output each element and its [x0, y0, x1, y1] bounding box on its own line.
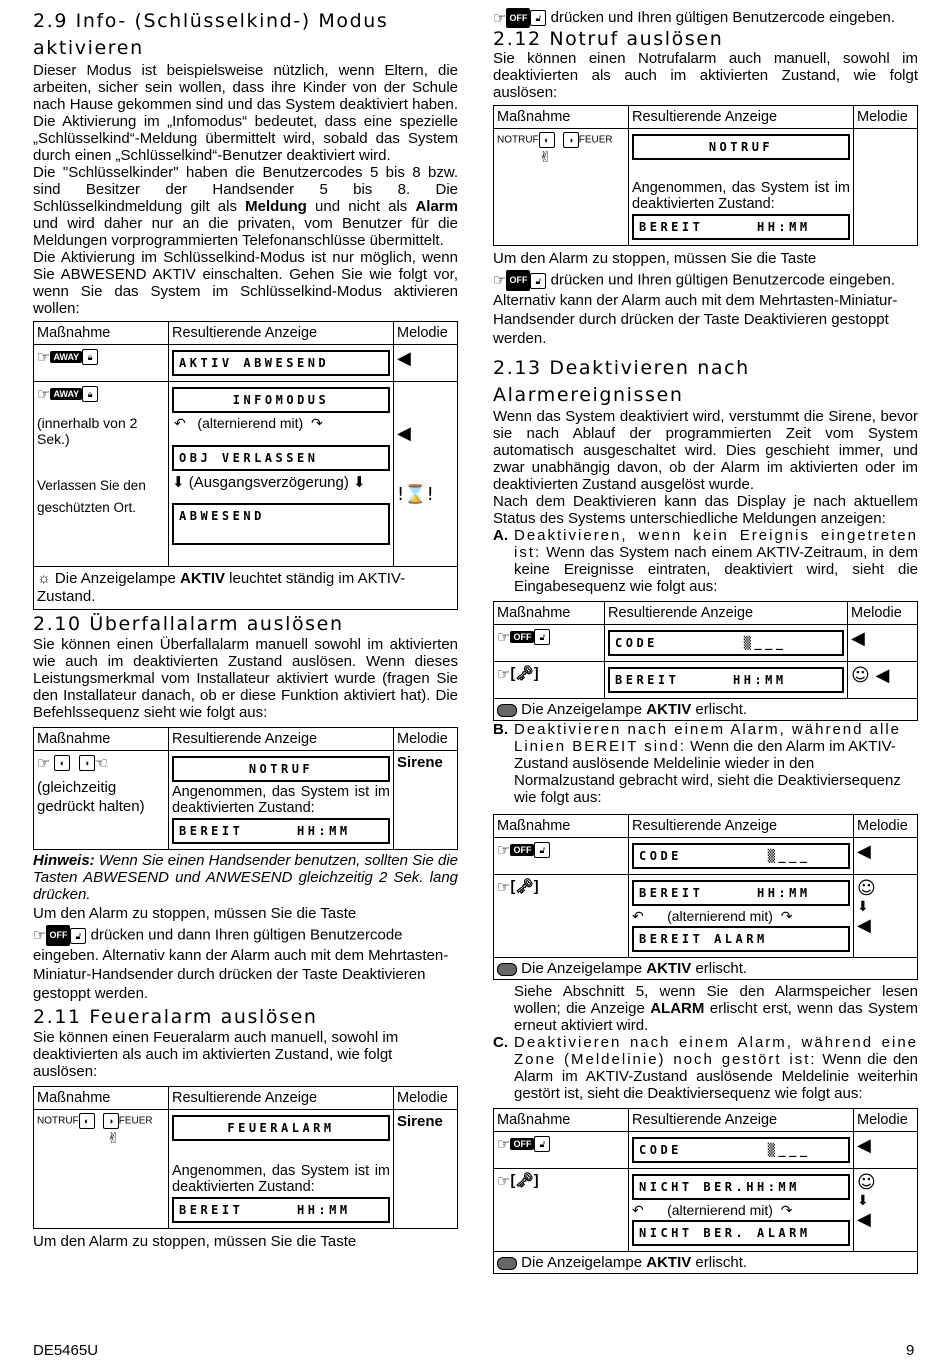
alternate-label: (alternierend mit)	[197, 415, 304, 431]
case-b-text: B. Deaktivieren nach einem Alarm, während alle Linien BEREIT sind: Wenn die den Alarm im AKTIV-Zustand auslösende Meldelinie wieder in den Normalzustand gebracht wird, sieht die Deaktiviersequenz wie folgt aus:	[493, 721, 901, 806]
header-melody: Melodie	[394, 728, 458, 751]
lock-icon: 🔓︎	[534, 1136, 550, 1152]
case-c-table: Maßnahme Resultierende Anzeige Melodie ☞ OFF 🔓︎ CODE ▒___ ◀︎ ☞[🗝] NICHT BER.HH:MM ↶ (alternierend mit) ↷ NICHT BER. ALARM ☺ ⬇ ◀︎ Die Anzeigelampe AKTIV erlischt.	[493, 1108, 918, 1274]
notruf-key-label: NOTRUF	[497, 134, 539, 146]
lcd-display: BEREIT HH:MM	[632, 880, 850, 906]
down-arrow-icon: ⬇	[857, 899, 869, 915]
alternate-right-arrow-icon: ↷	[780, 1202, 793, 1218]
lock-icon: 🔓︎	[530, 10, 546, 26]
beep-icon: ◀︎	[857, 915, 871, 936]
section-2-11-title: 2.11 Feueralarm auslösen	[33, 1006, 318, 1028]
hand-icon: ☞	[493, 9, 507, 27]
lock-icon: 🔓︎	[530, 273, 546, 289]
off-key: OFF	[46, 925, 70, 946]
off-key: OFF	[506, 270, 530, 291]
header-display: Resultierende Anzeige	[629, 1109, 854, 1132]
alternate-label: (alternierend mit)	[667, 908, 773, 924]
hand-icon: ☞	[497, 878, 511, 897]
header-action: Maßnahme	[494, 815, 629, 838]
section-2-11-paragraph-1: Sie können einen Feueralarm auch manuell, sowohl im deaktivierten als auch im aktivierten Zustand, wie folgt auslösen:	[33, 1029, 399, 1080]
header-action: Maßnahme	[494, 1109, 629, 1132]
lock-icon: 🔓︎	[534, 842, 550, 858]
section-2-12-table	[493, 105, 918, 246]
within-2-sec-note: (innerhalb von 2 Sek.)	[37, 415, 138, 447]
right-column	[493, 8, 918, 1274]
section-2-10-title: 2.10 Überfallalarm auslösen	[33, 613, 344, 635]
lcd-display: NOTRUF	[172, 756, 390, 782]
code-entry-key-icon: [🗝]	[510, 1173, 539, 1189]
siren-melody: Sirene	[397, 754, 443, 771]
lamp-off-icon	[497, 1257, 517, 1270]
section-2-11-table	[33, 1086, 458, 1229]
lcd-display: INFOMODUS	[172, 387, 390, 413]
case-b-after-text: Siehe Abschnitt 5, wenn Sie den Alarmspeicher lesen wollen; die Anzeige ALARM erlischt erst, wenn das System erneut aktiviert wird.	[514, 983, 918, 1034]
section-2-10-stop-line2: ☞ OFF 🔓︎ drücken und dann Ihren gültigen Benutzercode eingeben. Alternativ kann der Alarm auch mit dem Mehrtasten-Miniatur-Handsender durch drücken der Taste Deaktivieren gestoppt werden.	[33, 926, 449, 1002]
beep-icon: ◀︎	[857, 1135, 871, 1156]
lcd-display: CODE ▒___	[632, 843, 850, 869]
lcd-display: NICHT BER. ALARM	[632, 1220, 850, 1246]
page-number: 9	[906, 1342, 915, 1359]
lcd-display: CODE ▒___	[632, 1137, 850, 1163]
off-key: OFF	[506, 8, 530, 28]
hand-icon: ☞	[497, 1135, 511, 1153]
lock-icon: 🔒︎	[82, 349, 98, 365]
lcd-display: NICHT BER.HH:MM	[632, 1174, 850, 1200]
section-2-9-paragraph-1: Dieser Modus ist beispielsweise nützlich, wenn Eltern, die arbeiten, sicher sein wollen, dass ihre Kinder von der Schule nach Hause gekommen sind und das System deaktiviert haben. Die Aktivierung im „Infomodus“ bedeutet, dass eine spezielle „Schlüsselkind“-Meldung übermittelt wird, sobald das System durch einen „Schlüsselkind“-Benutzer deaktiviert wird.	[33, 62, 458, 164]
off-key: OFF	[510, 844, 534, 856]
two-finger-press-icon: ✌	[107, 1129, 120, 1148]
exit-delay-melody-icon: !⌛!	[397, 484, 434, 505]
hand-icon: ☞	[497, 1172, 511, 1191]
emergency-key-icon: ◐	[539, 132, 555, 148]
hand-icon: ☞	[493, 271, 507, 289]
section-2-10-hint: Hinweis: Wenn Sie einen Handsender benutzen, sollten Sie die Tasten ABWESEND und ANWESEND gleichzeitig 2 Sek. lang drücken.	[33, 852, 458, 903]
section-2-13-title-line2: Alarmereignissen	[493, 384, 684, 406]
lamp-on-icon: ☼	[37, 570, 51, 587]
panic-key-right-icon: ◑	[79, 755, 95, 771]
section-2-9-table: Maßnahme Resultierende Anzeige Melodie ☞ AWAY 🔒︎ AKTIV ABWESEND ◀︎ ☞ AWAY 🔒︎ (innerhalb von 2 Sek.) Verlassen Sie den geschützten Ort. INFOMODUS ↶ (alternierend mit) ↷ OBJ VERLASSEN ⬇ (Ausgangsverzögerung) ⬇ ABWESEND ◀︎ !⌛! ☼ Die Anzeigelampe AKTIV leuchtet ständig im AKTIV-Zustand.	[33, 321, 458, 610]
lcd-display: OBJ VERLASSEN	[172, 445, 390, 471]
panic-key-left-icon: ◐	[54, 755, 70, 771]
off-key: OFF	[510, 1138, 534, 1150]
away-key: AWAY	[50, 388, 82, 400]
down-arrow-icon: ⬇	[857, 1193, 869, 1209]
case-c-text: C. Deaktivieren nach einem Alarm, während eine Zone (Meldelinie) noch gestört ist: Wenn die den Alarm im AKTIV-Zustand auslösende Meldelinie weiterhin gestört ist, sieht die Deaktiviersequenz wie folgt aus:	[493, 1034, 918, 1102]
two-finger-press-icon: ✌	[539, 148, 552, 167]
section-2-11-stop-line1: Um den Alarm zu stoppen, müssen Sie die Taste	[33, 1233, 357, 1250]
header-display: Resultierende Anzeige	[169, 322, 394, 345]
section-2-9-paragraph-2: Die "Schlüsselkinder" haben die Benutzercodes 5 bis 8 bzw. sind Besitzer der Handsender 5 bis 8. Die Schlüsselkindmeldung gilt als Meldung und nicht als Alarm und wird daher nur an die privaten, vom Benutzer für die Meldungen vorprogrammierten Telefonanschlüsse übermittelt.	[33, 164, 458, 249]
beep-icon: ◀︎	[397, 423, 411, 444]
lcd-display: ABWESEND	[172, 503, 390, 545]
notruf-key-label: NOTRUF	[37, 1115, 79, 1127]
lock-icon: 🔓︎	[534, 629, 550, 645]
assume-deactivated-note: Angenommen, das System ist im deaktivierten Zustand:	[172, 784, 390, 816]
header-melody: Melodie	[848, 602, 918, 625]
continued-stop-text: ☞ OFF 🔓︎ drücken und Ihren gültigen Benutzercode eingeben.	[493, 8, 896, 27]
lock-icon: 🔒︎	[82, 386, 98, 402]
section-2-10-table	[33, 727, 458, 850]
header-display: Resultierende Anzeige	[605, 602, 848, 625]
hand-icon: ☞	[37, 385, 51, 403]
feuer-key-label: FEUER	[578, 134, 613, 146]
section-2-13-title: 2.13 Deaktivieren nach	[493, 357, 750, 379]
header-action: Maßnahme	[34, 1087, 169, 1110]
lcd-display: BEREIT HH:MM	[608, 667, 844, 693]
hand-icon: ☞	[37, 348, 51, 366]
lcd-display: FEUERALARM	[172, 1115, 390, 1141]
hold-simultaneously-note: (gleichzeitig gedrückt halten)	[37, 779, 145, 815]
off-key: OFF	[510, 631, 534, 643]
fire-key-icon: ◑	[563, 132, 579, 148]
down-arrow-icon: ⬇	[353, 474, 366, 491]
header-melody: Melodie	[854, 815, 918, 838]
alternate-left-arrow-icon: ↶	[632, 908, 644, 924]
hand-icon: ☜	[94, 754, 108, 772]
case-a-table: Maßnahme Resultierende Anzeige Melodie ☞ OFF 🔓︎ CODE ▒___ ◀︎ ☞[🗝] BEREIT HH:MM ☺ ◀︎ Die Anzeigelampe AKTIV erlischt.	[493, 601, 918, 721]
section-2-9-title: 2.9 Info- (Schlüsselkind-) Modus	[33, 10, 389, 32]
section-2-12-stop-line1: Um den Alarm zu stoppen, müssen Sie die Taste	[493, 250, 817, 267]
assume-deactivated-note: Angenommen, das System ist im deaktivierten Zustand:	[172, 1163, 390, 1195]
happy-melody-icon: ☺	[857, 878, 876, 899]
header-action: Maßnahme	[494, 602, 605, 625]
happy-melody-icon: ☺	[857, 1172, 876, 1193]
header-action: Maßnahme	[34, 728, 169, 751]
section-2-13-paragraph-2: Nach dem Deaktivieren kann das Display je nach aktuellem Status des Systems unterschiedliche Meldungen anzeigen:	[493, 493, 918, 527]
case-b-table: Maßnahme Resultierende Anzeige Melodie ☞ OFF 🔓︎ CODE ▒___ ◀︎ ☞[🗝] BEREIT HH:MM ↶ (alternierend mit) ↷ BEREIT ALARM ☺ ⬇ ◀︎ Die Anzeigelampe AKTIV erlischt.	[493, 814, 918, 980]
happy-melody-icon: ☺	[851, 665, 870, 686]
alternate-right-arrow-icon: ↷	[780, 908, 793, 924]
fire-key-icon: ◑	[103, 1113, 119, 1129]
beep-icon: ◀︎	[397, 348, 411, 369]
lcd-display: NOTRUF	[632, 134, 850, 160]
assume-deactivated-note: Angenommen, das System ist im deaktivierten Zustand:	[632, 180, 850, 212]
code-entry-key-icon: [🗝]	[510, 879, 539, 895]
beep-icon: ◀︎	[875, 665, 890, 686]
header-action: Maßnahme	[494, 106, 629, 129]
emergency-key-icon: ◐	[79, 1113, 95, 1129]
section-2-12-paragraph-1: Sie können einen Notrufalarm auch manuell, sowohl im deaktivierten als auch im aktivierten Zustand, wie folgt auslösen:	[493, 50, 918, 101]
section-2-10-stop-line1: Um den Alarm zu stoppen, müssen Sie die Taste	[33, 905, 357, 922]
case-a-text: A. Deaktivieren, wenn kein Ereignis eingetreten ist: Wenn das System nach einem AKTIV-Zeitraum, in dem keine Ereignisse eintraten, deaktiviert wird, sieht die Eingabesequenz wie folgt aus:	[493, 527, 918, 595]
left-column	[33, 8, 458, 1250]
header-melody: Melodie	[394, 1087, 458, 1110]
lamp-off-icon	[497, 963, 517, 976]
header-display: Resultierende Anzeige	[629, 106, 854, 129]
lcd-display: BEREIT HH:MM	[632, 214, 850, 240]
section-2-12-title: 2.12 Notruf auslösen	[493, 28, 724, 50]
alternate-label: (alternierend mit)	[667, 1202, 773, 1218]
lcd-display: AKTIV ABWESEND	[172, 350, 390, 376]
beep-icon: ◀︎	[857, 841, 871, 862]
header-display: Resultierende Anzeige	[169, 1087, 394, 1110]
alternate-left-arrow-icon: ↶	[632, 1202, 644, 1218]
hand-icon: ☞	[497, 841, 511, 859]
code-entry-key-icon: [🗝]	[510, 666, 539, 682]
header-melody: Melodie	[394, 322, 458, 345]
lamp-off-icon	[497, 704, 517, 717]
hand-icon: ☞	[497, 665, 511, 684]
lcd-display: CODE ▒___	[608, 630, 844, 656]
leave-premises-action: Verlassen Sie den geschützten Ort.	[37, 478, 146, 515]
lcd-display: BEREIT HH:MM	[172, 818, 390, 844]
hand-icon: ☞	[37, 754, 51, 772]
feuer-key-label: FEUER	[118, 1115, 153, 1127]
header-display: Resultierende Anzeige	[629, 815, 854, 838]
alternate-right-arrow-icon: ↷	[311, 415, 323, 431]
alternate-left-arrow-icon: ↶	[174, 415, 186, 431]
header-action: Maßnahme	[34, 322, 169, 345]
hand-icon: ☞	[497, 628, 511, 646]
section-2-9-paragraph-3: Die Aktivierung im Schlüsselkind-Modus ist nur möglich, wenn Sie ABWESEND AKTIV einschalten. Gehen Sie wie folgt vor, wenn Sie das System im Schlüsselkind-Modus aktivieren wollen:	[33, 249, 458, 317]
beep-icon: ◀︎	[857, 1209, 871, 1230]
beep-icon: ◀︎	[851, 628, 865, 649]
lcd-display: BEREIT ALARM	[632, 926, 850, 952]
header-melody: Melodie	[854, 1109, 918, 1132]
exit-delay-label: (Ausgangsverzögerung)	[188, 474, 349, 491]
hand-icon: ☞	[33, 926, 47, 944]
section-2-12-stop-line2: ☞ OFF 🔓︎ drücken und Ihren gültigen Benutzercode eingeben. Alternativ kann der Alarm auch mit dem Mehrtasten-Miniatur-Handsender durch drücken der Taste Deaktivieren gestoppt werden.	[493, 271, 898, 347]
section-2-13-paragraph-1: Wenn das System deaktiviert wird, verstummt die Sirene, bevor sie nach Ablauf der programmierten Zeit vom System automatisch ausgeschaltet wird. Dies geschieht immer, und zwar unabhängig davon, ob der Alarm im aktivierten oder im deaktivierten Zustand ausgelöst wurde.	[493, 408, 918, 493]
lcd-display: BEREIT HH:MM	[172, 1197, 390, 1223]
header-melody: Melodie	[854, 106, 918, 129]
down-arrow-icon: ⬇	[172, 474, 185, 491]
section-2-9-title-line2: aktivieren	[33, 37, 144, 59]
document-code: DE5465U	[33, 1342, 99, 1359]
header-display: Resultierende Anzeige	[169, 728, 394, 751]
siren-melody: Sirene	[397, 1113, 443, 1130]
section-2-10-paragraph-1: Sie können einen Überfallalarm manuell sowohl im aktivierten wie auch im deaktivierten Zustand auslösen. Wenn dieses Leistungsmerkmal vom Installateur aktiviert wurde (fragen Sie den Installateur danach, ob er diese Funktion aktiviert hat). Die Befehlssequenz sieht wie folgt aus:	[33, 636, 458, 721]
lock-icon: 🔓︎	[70, 928, 86, 944]
away-key: AWAY	[50, 351, 82, 363]
